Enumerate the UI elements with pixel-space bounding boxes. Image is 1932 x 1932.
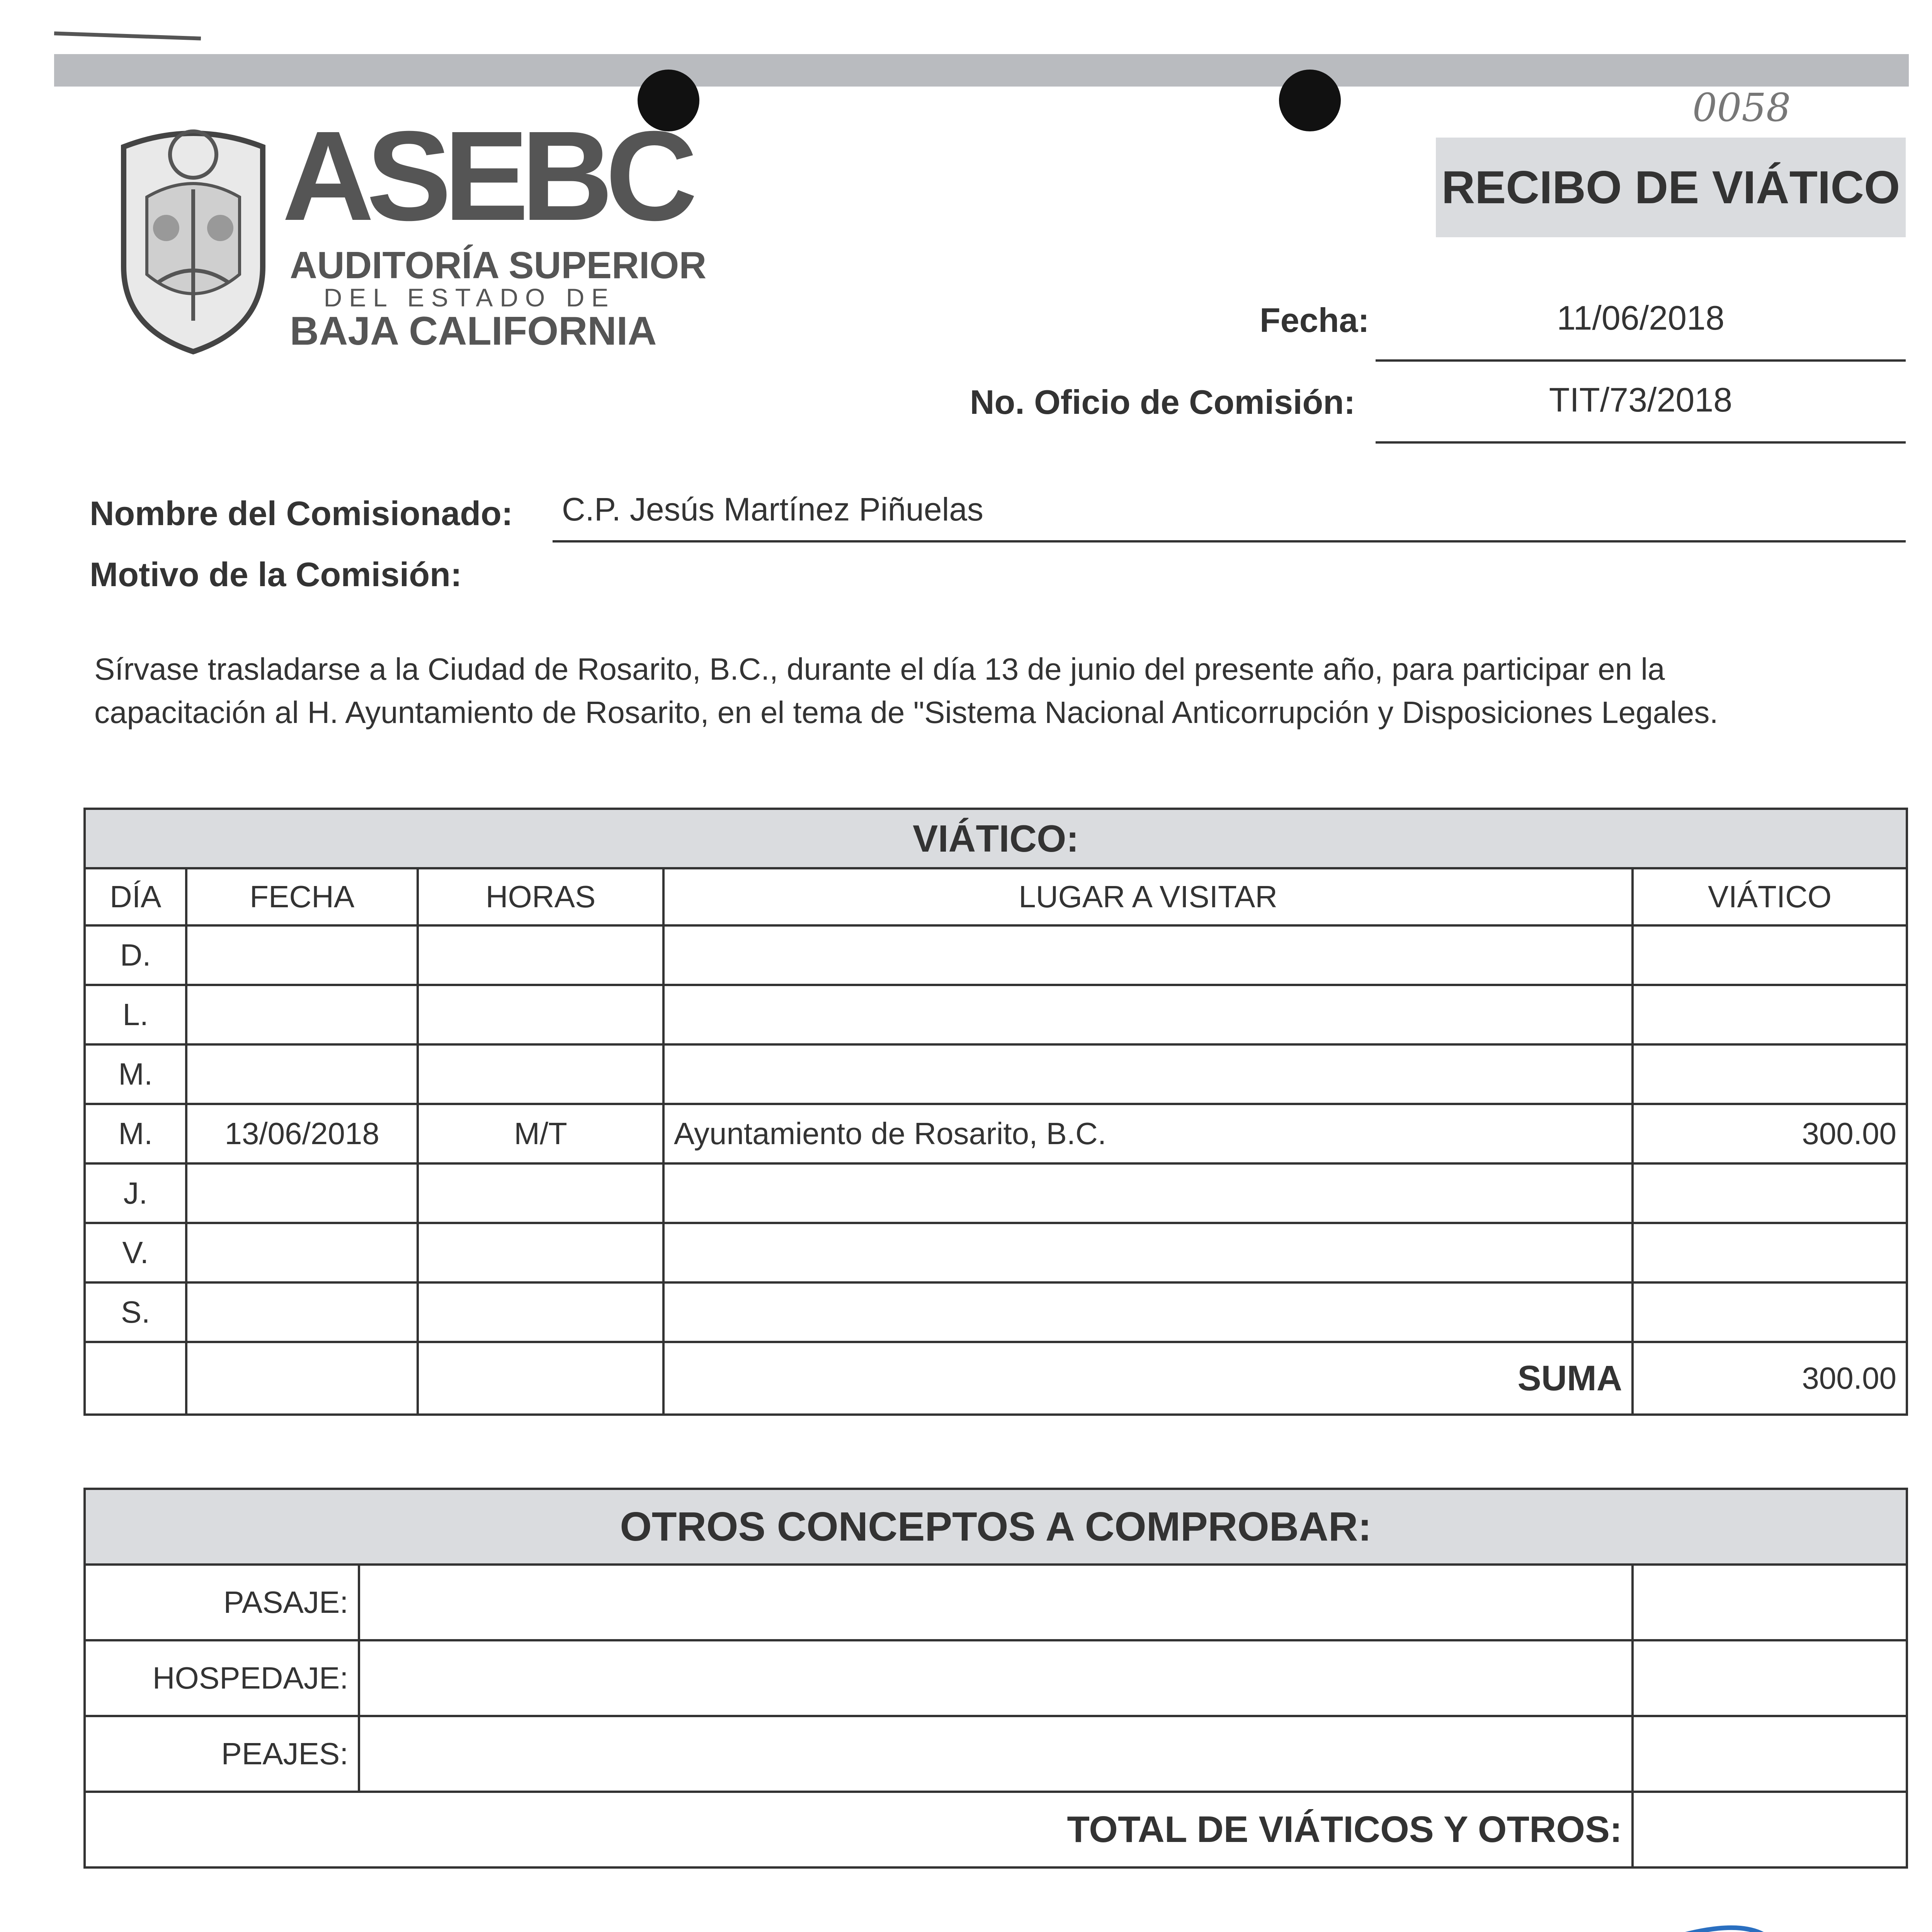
viatico-title: VIÁTICO: [85,809,1907,868]
col-fecha: FECHA [186,868,418,925]
cell-fecha[interactable] [186,1044,418,1104]
otros-label: PEAJES: [85,1716,359,1792]
oficio-value[interactable]: TIT/73/2018 [1549,381,1733,419]
otros-label: HOSPEDAJE: [85,1640,359,1716]
top-band [54,54,1909,87]
total-label: TOTAL DE VIÁTICOS Y OTROS: [85,1792,1633,1867]
table-row [85,1163,1907,1223]
table-row [85,1104,1907,1163]
suma-empty-cell [418,1342,663,1415]
comisionado-value[interactable]: C.P. Jesús Martínez Piñuelas [562,491,983,527]
cell-lugar[interactable] [663,1044,1633,1104]
total-value[interactable] [1633,1792,1907,1867]
cell-lugar[interactable] [663,925,1633,985]
suma-label: SUMA [663,1342,1633,1415]
otros-desc[interactable] [359,1640,1633,1716]
cell-lugar[interactable] [663,1282,1633,1342]
cell-fecha[interactable] [186,985,418,1044]
cell-dia: L. [85,985,186,1044]
cell-horas[interactable] [418,1163,663,1223]
cell-lugar[interactable]: Ayuntamiento de Rosarito, B.C. [663,1104,1633,1163]
otros-desc[interactable] [359,1565,1633,1640]
punch-hole-right [1279,70,1341,131]
oficio-underline [1376,441,1906,444]
table-row [85,1223,1907,1282]
table-row [85,985,1907,1044]
cell-dia: S. [85,1282,186,1342]
table-row [85,1716,1907,1792]
col-horas: HORAS [418,868,663,925]
doc-number: 0058 [1692,85,1791,130]
motivo-text: Sírvase trasladarse a la Ciudad de Rosarito, B.C., durante el día 13 de junio del presente año, para participar en la capacitación al H. Ayuntamiento de Rosarito, en el tema de "Sistema Nacional Anticorrupción y Disposiciones Legales. [94,652,1718,730]
table-row [85,1565,1907,1640]
total-row [85,1792,1907,1867]
otros-amount[interactable] [1633,1565,1907,1640]
cell-viatico[interactable] [1633,1223,1907,1282]
cell-fecha[interactable]: 13/06/2018 [186,1104,418,1163]
page-title: RECIBO DE VIÁTICO [1436,138,1906,237]
cell-lugar[interactable] [663,1223,1633,1282]
cell-horas[interactable] [418,985,663,1044]
cell-viatico[interactable] [1633,985,1907,1044]
cell-dia: M. [85,1104,186,1163]
cell-dia: M. [85,1044,186,1104]
otros-table [83,1488,1908,1869]
cell-horas[interactable] [418,1223,663,1282]
otros-amount[interactable] [1633,1716,1907,1792]
suma-row [85,1342,1907,1415]
col-lugar: LUGAR A VISITAR [663,868,1633,925]
suma-value[interactable]: 300.00 [1633,1342,1907,1415]
comisionado-underline [553,540,1906,543]
cell-fecha[interactable] [186,925,418,985]
cell-horas[interactable] [418,925,663,985]
otros-label: PASAJE: [85,1565,359,1640]
cell-viatico[interactable] [1633,1163,1907,1223]
coat-of-arms-icon [112,112,274,359]
otros-desc[interactable] [359,1716,1633,1792]
table-row [85,1282,1907,1342]
org-line2: DEL ESTADO DE [323,283,616,312]
table-row [85,925,1907,985]
scan-mark [54,31,201,40]
cell-dia: D. [85,925,186,985]
cell-horas[interactable] [418,1044,663,1104]
suma-empty-cell [85,1342,186,1415]
cell-viatico[interactable]: 300.00 [1633,1104,1907,1163]
cell-horas[interactable]: M/T [418,1104,663,1163]
logo [112,104,707,359]
org-acronym: ASEBC [282,104,690,247]
otros-amount[interactable] [1633,1640,1907,1716]
oficio-label: No. Oficio de Comisión: [970,383,1355,421]
recibi-signature-icon [1435,1928,1785,1932]
cell-lugar[interactable] [663,1163,1633,1223]
fecha-label: Fecha: [1260,301,1369,339]
cell-horas[interactable] [418,1282,663,1342]
otros-title: OTROS CONCEPTOS A COMPROBAR: [85,1489,1907,1565]
table-row [85,1044,1907,1104]
cell-dia: V. [85,1223,186,1282]
cell-viatico[interactable] [1633,1282,1907,1342]
viatico-table [83,808,1908,1416]
cell-viatico[interactable] [1633,1044,1907,1104]
cell-dia: J. [85,1163,186,1223]
col-viatico: VIÁTICO [1633,868,1907,925]
cell-lugar[interactable] [663,985,1633,1044]
table-row [85,1640,1907,1716]
motivo-label: Motivo de la Comisión: [90,555,462,594]
comisionado-label: Nombre del Comisionado: [90,494,513,532]
fecha-value[interactable]: 11/06/2018 [1557,299,1725,337]
cell-fecha[interactable] [186,1282,418,1342]
cell-viatico[interactable] [1633,925,1907,985]
fecha-underline [1376,359,1906,362]
cell-fecha[interactable] [186,1163,418,1223]
cell-fecha[interactable] [186,1223,418,1282]
org-line3: BAJA CALIFORNIA [290,309,657,354]
suma-empty-cell [186,1342,418,1415]
col-dia: DÍA [85,868,186,925]
org-line1: AUDITORÍA SUPERIOR [290,244,707,286]
